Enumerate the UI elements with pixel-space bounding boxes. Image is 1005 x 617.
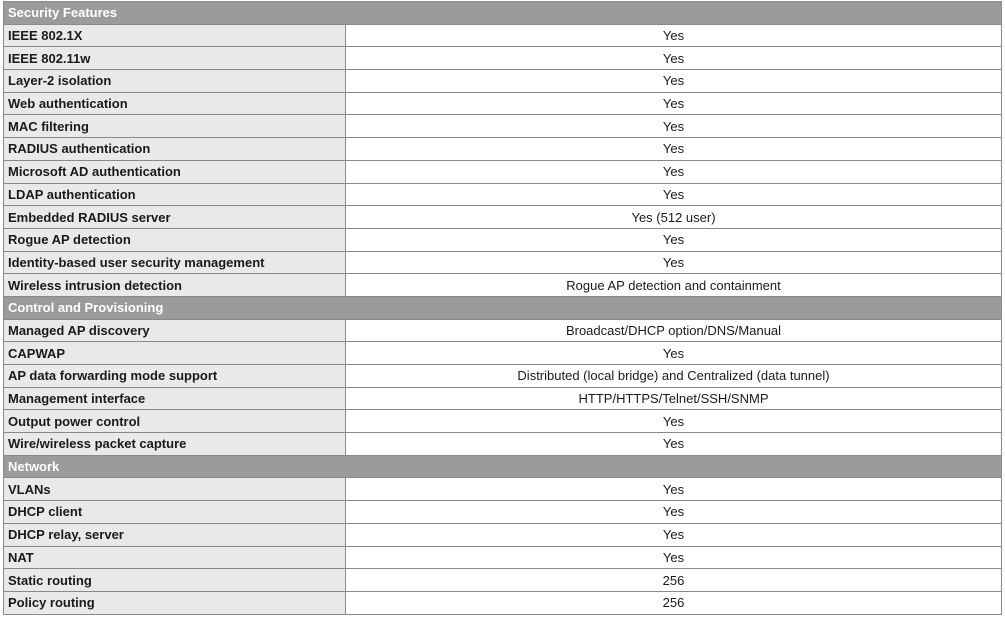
feature-value: Yes	[346, 501, 1002, 524]
feature-value: Yes	[346, 433, 1002, 456]
feature-value: Distributed (local bridge) and Centralized (data tunnel)	[346, 365, 1002, 388]
table-row	[4, 70, 1002, 93]
section-header-row	[4, 2, 1002, 25]
section-header-row	[4, 455, 1002, 478]
feature-label: LDAP authentication	[4, 183, 346, 206]
table-row	[4, 319, 1002, 342]
feature-label: IEEE 802.1X	[4, 24, 346, 47]
feature-value: Yes	[346, 546, 1002, 569]
feature-label: Static routing	[4, 569, 346, 592]
spec-table	[3, 1, 1002, 615]
feature-label: Managed AP discovery	[4, 319, 346, 342]
table-row	[4, 365, 1002, 388]
feature-value: Yes	[346, 115, 1002, 138]
feature-label: Management interface	[4, 387, 346, 410]
table-row	[4, 160, 1002, 183]
feature-value: Yes	[346, 228, 1002, 251]
feature-label: DHCP relay, server	[4, 523, 346, 546]
feature-label: Microsoft AD authentication	[4, 160, 346, 183]
table-row	[4, 251, 1002, 274]
feature-label: AP data forwarding mode support	[4, 365, 346, 388]
feature-label: NAT	[4, 546, 346, 569]
feature-label: RADIUS authentication	[4, 138, 346, 161]
feature-value: Yes (512 user)	[346, 206, 1002, 229]
table-row	[4, 183, 1002, 206]
table-row	[4, 387, 1002, 410]
table-row	[4, 433, 1002, 456]
feature-value: Yes	[346, 160, 1002, 183]
feature-value: 256	[346, 569, 1002, 592]
feature-value: Yes	[346, 183, 1002, 206]
table-row	[4, 24, 1002, 47]
feature-value: Yes	[346, 478, 1002, 501]
feature-label: Identity-based user security management	[4, 251, 346, 274]
table-row	[4, 115, 1002, 138]
feature-label: Policy routing	[4, 591, 346, 614]
table-row	[4, 228, 1002, 251]
table-row	[4, 410, 1002, 433]
table-row	[4, 478, 1002, 501]
table-row	[4, 342, 1002, 365]
spec-table-body	[4, 2, 1002, 615]
table-row	[4, 523, 1002, 546]
feature-value: Yes	[346, 523, 1002, 546]
feature-value: Yes	[346, 342, 1002, 365]
feature-label: Wire/wireless packet capture	[4, 433, 346, 456]
table-row	[4, 591, 1002, 614]
feature-label: IEEE 802.11w	[4, 47, 346, 70]
table-row	[4, 138, 1002, 161]
feature-value: 256	[346, 591, 1002, 614]
feature-label: MAC filtering	[4, 115, 346, 138]
feature-value: Yes	[346, 251, 1002, 274]
table-row	[4, 569, 1002, 592]
table-row	[4, 206, 1002, 229]
feature-label: Wireless intrusion detection	[4, 274, 346, 297]
table-row	[4, 501, 1002, 524]
feature-label: Output power control	[4, 410, 346, 433]
feature-label: Rogue AP detection	[4, 228, 346, 251]
section-title: Network	[4, 455, 1002, 478]
table-row	[4, 274, 1002, 297]
table-row	[4, 92, 1002, 115]
feature-label: DHCP client	[4, 501, 346, 524]
section-title: Control and Provisioning	[4, 296, 1002, 319]
feature-value: Yes	[346, 92, 1002, 115]
table-row	[4, 546, 1002, 569]
feature-value: Broadcast/DHCP option/DNS/Manual	[346, 319, 1002, 342]
feature-value: Yes	[346, 70, 1002, 93]
table-row	[4, 47, 1002, 70]
section-title: Security Features	[4, 2, 1002, 25]
feature-label: Layer-2 isolation	[4, 70, 346, 93]
section-header-row	[4, 296, 1002, 319]
feature-value: Yes	[346, 138, 1002, 161]
feature-value: Yes	[346, 24, 1002, 47]
feature-label: Embedded RADIUS server	[4, 206, 346, 229]
feature-label: VLANs	[4, 478, 346, 501]
feature-value: HTTP/HTTPS/Telnet/SSH/SNMP	[346, 387, 1002, 410]
feature-label: CAPWAP	[4, 342, 346, 365]
feature-value: Yes	[346, 47, 1002, 70]
feature-label: Web authentication	[4, 92, 346, 115]
feature-value: Rogue AP detection and containment	[346, 274, 1002, 297]
feature-value: Yes	[346, 410, 1002, 433]
